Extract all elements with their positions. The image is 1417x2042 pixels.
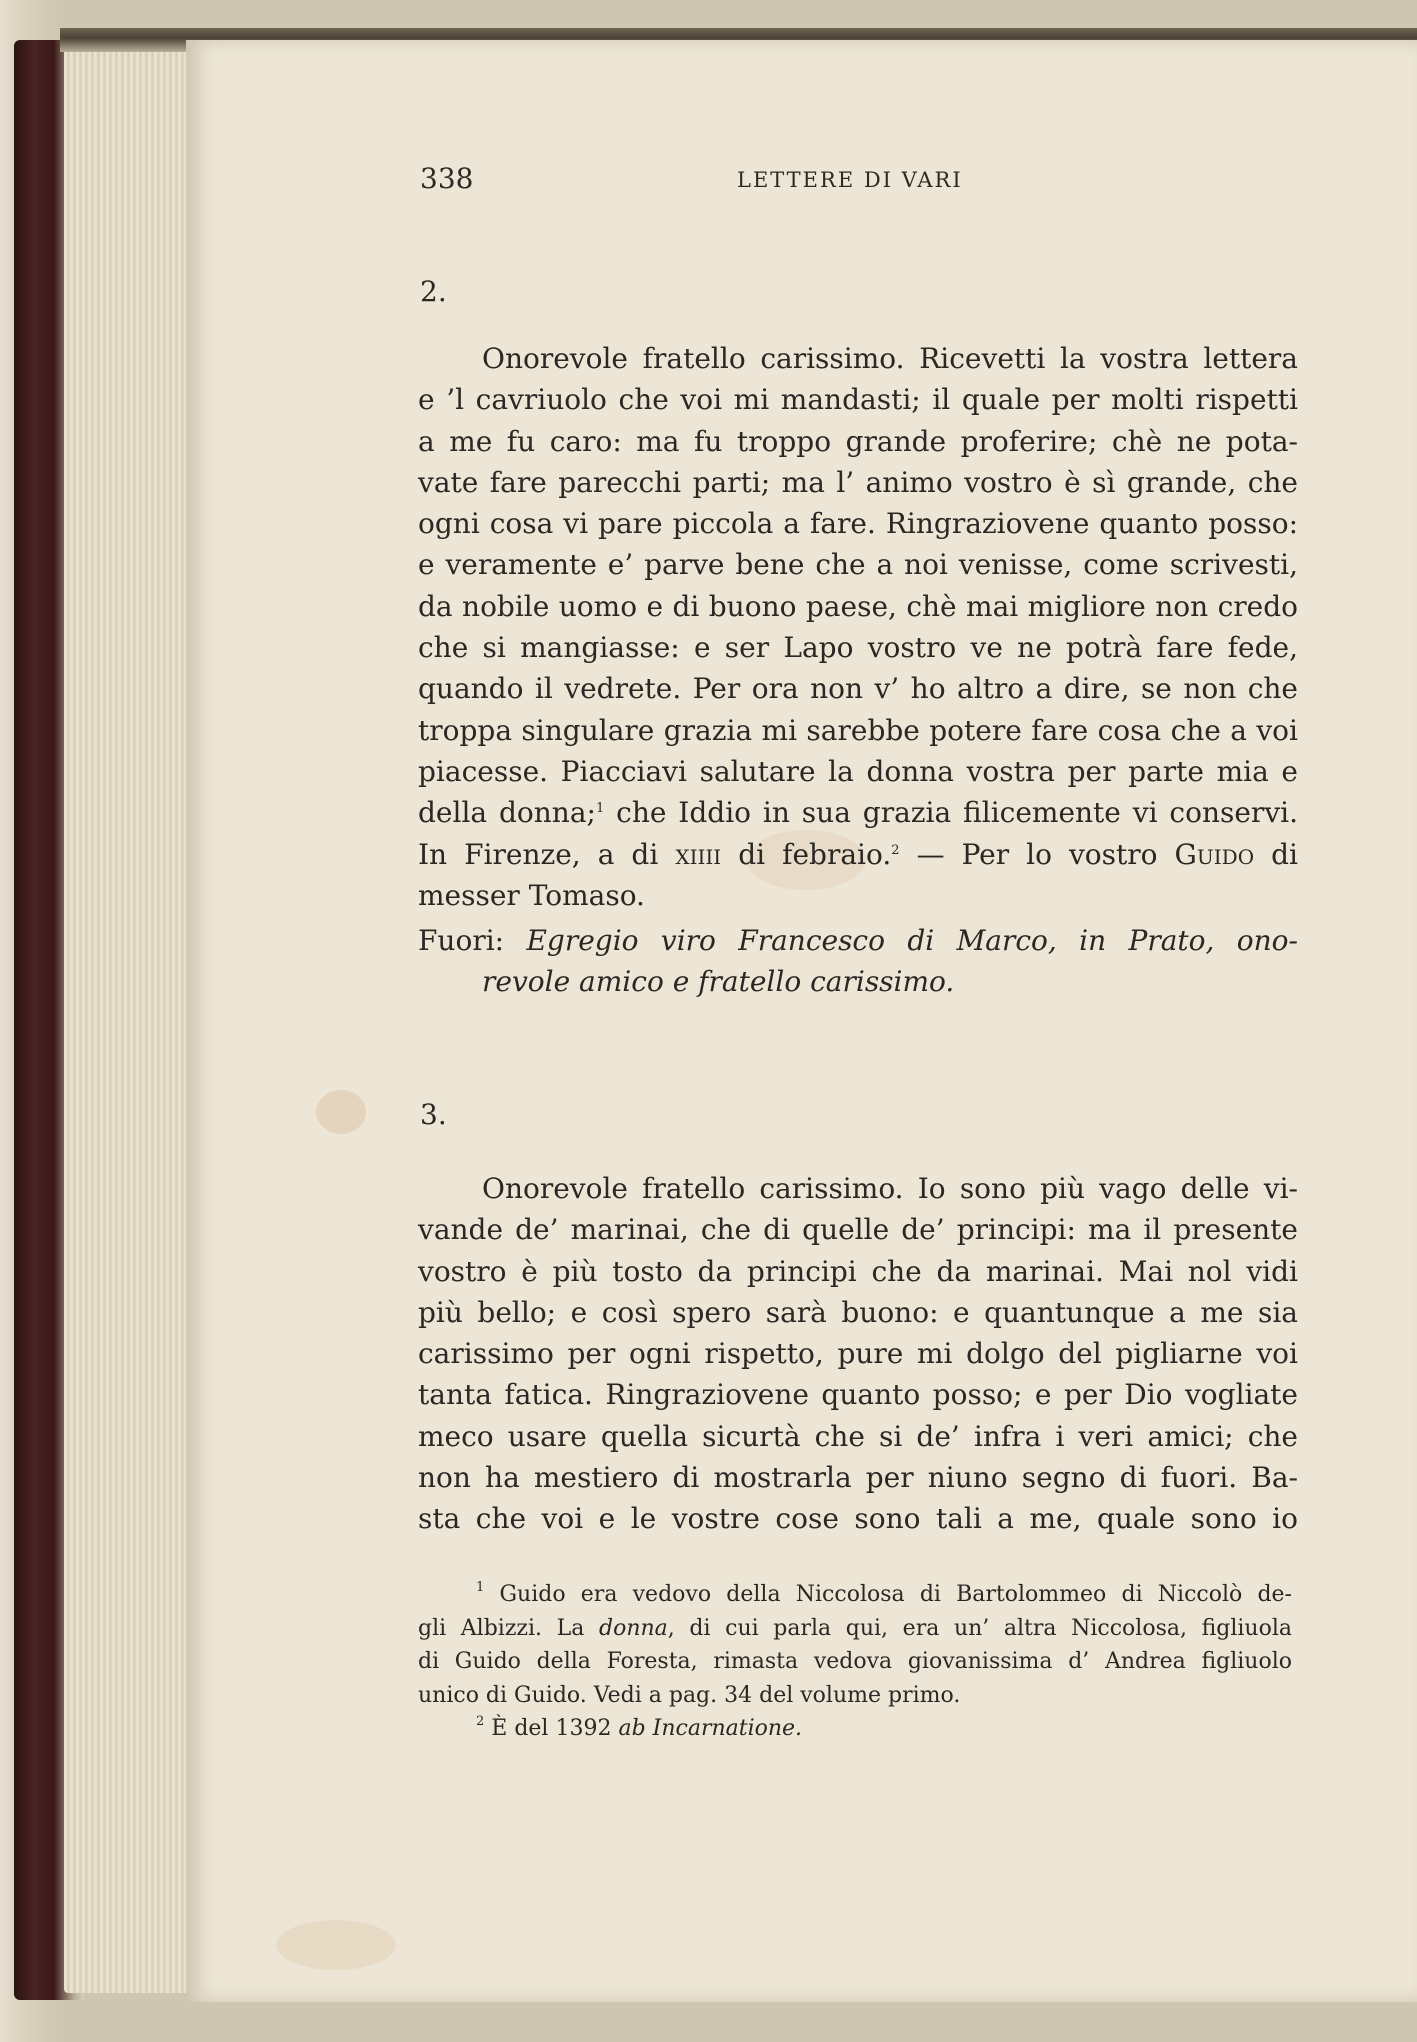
- text-fragment: , di cui parla qui, era un’ altra Niccolosa, figliuola: [667, 1615, 1292, 1641]
- text-fragment: È del 1392: [484, 1716, 619, 1741]
- letter-3-body: [418, 1168, 1298, 1540]
- text-line: sta che voi e le vostre cose sono tali a me, quale sono io: [418, 1502, 1298, 1536]
- text-fragment: In Firenze, a di: [418, 837, 676, 871]
- text-line: che si mangiasse: e ser Lapo vostro ve ne potrà fare fede,: [418, 631, 1298, 665]
- text-line: più bello; e così spero sarà buono: e quantunque a me sia: [418, 1295, 1298, 1329]
- text-line: piacesse. Piacciavi salutare la donna vostra per parte mia e: [418, 754, 1298, 788]
- text-fragment: gli Albizzi. La: [418, 1615, 599, 1641]
- text-line: Onorevole fratello carissimo. Ricevetti la vostra lettera: [482, 342, 1298, 375]
- text-line: vande de’ marinai, che di quelle de’ principi: ma il presente: [418, 1213, 1298, 1247]
- header-title: LETTERE DI VARI: [737, 168, 963, 192]
- footnote-ref-2: 2: [891, 842, 900, 858]
- text-line: [418, 834, 1298, 875]
- text-fragment: ab Incarnatione.: [618, 1716, 803, 1741]
- text-fragment: di febraio.: [721, 837, 892, 871]
- date-numeral: xiiii: [675, 837, 722, 871]
- footnote-1-line: [418, 1578, 1292, 1612]
- address-line: revole amico e fratello carissimo.: [482, 965, 955, 999]
- address-text: Egregio viro Francesco di Marco, in Prato, ono-: [526, 924, 1298, 958]
- text-line: carissimo per ogni rispetto, pure mi dolgo del pigliarne voi: [418, 1337, 1298, 1371]
- paper-stain: [316, 1090, 366, 1134]
- page-edges: [64, 48, 204, 1993]
- text-line: troppa singulare grazia mi sarebbe potere fare cosa che a voi: [418, 713, 1298, 747]
- letter-2-number: 2.: [420, 275, 447, 308]
- text-fragment: della donna;: [418, 796, 596, 830]
- text-line: vostro è più tosto da principi che da marinai. Mai nol vidi: [418, 1254, 1298, 1288]
- footnote-1-line: di Guido della Foresta, rimasta vedova giovanissima d’ Andrea figliuolo: [418, 1649, 1292, 1674]
- text-line: da nobile uomo e di buono paese, chè mai migliore non credo: [418, 589, 1298, 623]
- text-line: messer Tomaso.: [418, 878, 645, 912]
- text-line: Onorevole fratello carissimo. Io sono più vago delle vi-: [482, 1172, 1298, 1205]
- footnotes: [418, 1578, 1292, 1746]
- footnote-mark-1: 1: [476, 1580, 485, 1595]
- text-fragment: Guido era vedovo della Niccolosa di Bartolommeo di Niccolò de-: [484, 1582, 1292, 1607]
- paper-stain: [276, 1920, 396, 1970]
- letter-2-body: [418, 338, 1298, 1003]
- text-line: ogni cosa vi pare piccola a fare. Ringraziovene quanto posso:: [418, 507, 1298, 541]
- text-fragment: donna: [599, 1615, 668, 1641]
- text-line: vate fare parecchi parti; ma l’ animo vostro è sì grande, che: [418, 465, 1298, 499]
- text-line: tanta fatica. Ringraziovene quanto posso; e per Dio vogliate: [418, 1378, 1298, 1412]
- text-line: meco usare quella sicurtà che si de’ infra i veri amici; che: [418, 1419, 1298, 1453]
- address-label: Fuori:: [418, 924, 527, 958]
- text-line: quando il vedrete. Per ora non v’ ho altro a dire, se non che: [418, 672, 1298, 706]
- text-fragment: — Per lo vostro: [899, 837, 1175, 871]
- text-line: [418, 792, 1298, 833]
- text-line: a me fu caro: ma fu troppo grande proferire; chè ne pota-: [418, 424, 1298, 458]
- page-number: 338: [420, 162, 474, 195]
- footnote-mark-2: 2: [476, 1714, 485, 1729]
- signature-name: Guido: [1174, 837, 1255, 871]
- footnote-1-line: unico di Guido. Vedi a pag. 34 del volume primo.: [418, 1682, 961, 1708]
- text-fragment: che Iddio in sua grazia filicemente vi conservi.: [604, 796, 1298, 830]
- footnote-1-line: [418, 1612, 1292, 1646]
- text-line: e ’l cavriuolo che voi mi mandasti; il quale per molti rispetti: [418, 383, 1298, 417]
- text-fragment: di: [1254, 837, 1298, 871]
- footnote-2-line: [418, 1712, 1292, 1746]
- text-line: e veramente e’ parve bene che a noi venisse, come scrivesti,: [418, 548, 1298, 582]
- running-head: [420, 162, 1292, 202]
- address-line: [418, 920, 1298, 961]
- footnote-ref-1: 1: [595, 801, 605, 817]
- text-line: non ha mestiero di mostrarla per niuno segno di fuori. Ba-: [418, 1461, 1298, 1495]
- letter-3-number: 3.: [420, 1098, 447, 1131]
